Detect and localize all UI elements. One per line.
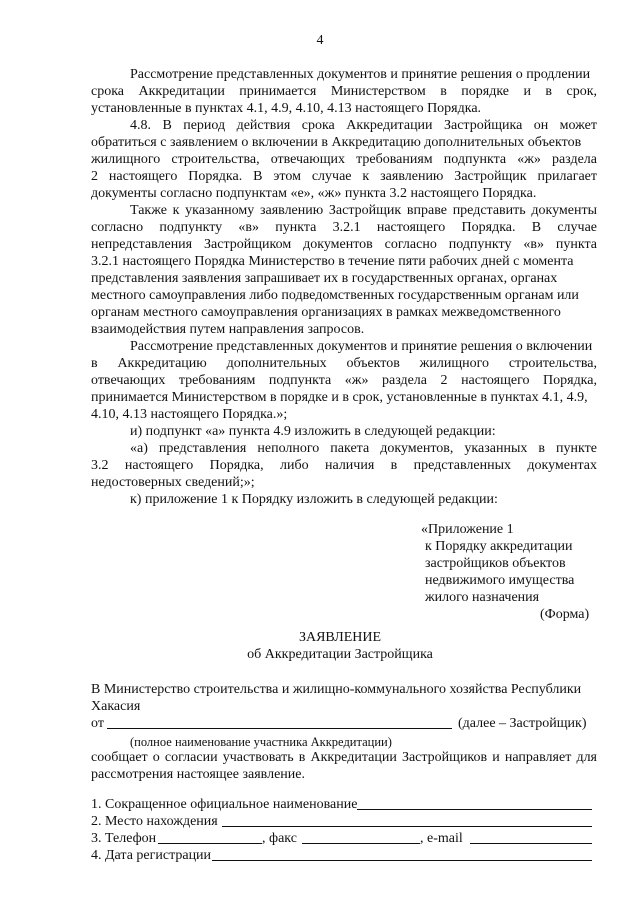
phone-field[interactable] xyxy=(158,831,262,844)
field-label-email: , e-mail xyxy=(420,831,463,846)
field-label-short-name: 1. Сокращенное официальное наименование xyxy=(91,797,358,812)
body-line: 4.8. В период действия срока Аккредитации Застройщика он может xyxy=(130,118,597,133)
organization-name-field[interactable] xyxy=(107,716,452,729)
email-field[interactable] xyxy=(470,831,592,844)
body-line: к) приложение 1 к Порядку изложить в следующей редакции: xyxy=(130,492,498,507)
body-line: 2 настоящего Порядка. В этом случае к заявлению Застройщик прилагает xyxy=(91,169,597,184)
registration-date-field[interactable] xyxy=(212,848,592,861)
body-line: отвечающих требованиям подпункта «ж» раздела 2 настоящего Порядка, xyxy=(91,373,597,388)
body-line: установленные в пунктах 4.1, 4.9, 4.10, 4.13 настоящего Порядка. xyxy=(91,101,482,116)
body-line: и) подпункт «а» пункта 4.9 изложить в следующей редакции: xyxy=(130,424,496,439)
field-label-registration-date: 4. Дата регистрации xyxy=(91,848,212,863)
body-line: в Аккредитацию дополнительных объектов жилищного строительства, xyxy=(91,356,597,371)
field-label-location: 2. Место нахождения xyxy=(91,814,218,829)
consent-line: рассмотрения настоящее заявление. xyxy=(91,767,305,782)
from-suffix: (далее – Застройщик) xyxy=(458,716,587,731)
from-hint: (полное наименование участника Аккредитации) xyxy=(130,735,392,749)
body-line: 3.2 настоящего Порядка, либо наличия в представленных документах xyxy=(91,458,597,473)
field-label-phone: 3. Телефон xyxy=(91,831,157,846)
body-line: недостоверных сведений;»; xyxy=(91,475,255,490)
body-line: Рассмотрение представленных документов и принятие решения о продлении xyxy=(130,67,591,82)
appendix-line: недвижимого имущества xyxy=(425,573,575,588)
statement-title: ЗАЯВЛЕНИЕ xyxy=(298,630,382,645)
appendix-line: застройщиков объектов xyxy=(425,556,566,571)
from-label: от xyxy=(91,716,104,731)
short-name-field[interactable] xyxy=(357,797,592,810)
body-line: 3.2.1 настоящего Порядка Министерство в течение пяти рабочих дней с момента xyxy=(91,254,574,269)
page-number: 4 xyxy=(316,33,324,48)
body-line: взаимодействия путем направления запросов. xyxy=(91,322,365,337)
body-line: принимается Министерством в порядке и в срок, установленные в пунктах 4.1, 4.9, xyxy=(91,390,588,405)
addressee-line: Хакасия xyxy=(91,699,141,714)
statement-subtitle: об Аккредитации Застройщика xyxy=(247,647,433,662)
appendix-line: жилого назначения xyxy=(425,590,540,605)
location-field[interactable] xyxy=(222,814,592,827)
fax-field[interactable] xyxy=(302,831,420,844)
body-line: органам местного самоуправления организациях в рамках межведомственного xyxy=(91,305,561,320)
body-line: согласно подпункту «в» пункта 3.2.1 настоящего Порядка. В случае xyxy=(91,220,597,235)
body-line: непредставления Застройщиком документов согласно подпункту «в» пункта xyxy=(91,237,597,252)
body-line: жилищного строительства, отвечающих требованиям подпункта «ж» раздела xyxy=(91,152,597,167)
body-line: документы согласно подпунктам «е», «ж» пункта 3.2 настоящего Порядка. xyxy=(91,186,537,201)
body-line: срока Аккредитации принимается Министерством в порядке и в срок, xyxy=(91,84,597,99)
body-line: 4.10, 4.13 настоящего Порядка.»; xyxy=(91,407,288,422)
body-line: Также к указанному заявлению Застройщик вправе представить документы xyxy=(130,203,597,218)
consent-line: сообщает о согласии участвовать в Аккредитации Застройщиков и направляет для xyxy=(91,750,597,765)
body-line: «а) представления неполного пакета документов, указанных в пункте xyxy=(130,441,597,456)
body-line: обратиться с заявлением о включении в Аккредитацию дополнительных объектов xyxy=(91,135,582,150)
field-label-fax: , факс xyxy=(262,831,297,846)
body-line: Рассмотрение представленных документов и принятие решения о включении xyxy=(130,339,593,354)
appendix-line: к Порядку аккредитации xyxy=(425,539,573,554)
form-label: (Форма) xyxy=(540,607,590,622)
addressee-line: В Министерство строительства и жилищно-коммунального хозяйства Республики xyxy=(91,682,582,697)
body-line: местного самоуправления либо подведомственных государственным органам или xyxy=(91,288,579,303)
body-line: представления заявления запрашивает их в государственных органах, органах xyxy=(91,271,558,286)
appendix-line: «Приложение 1 xyxy=(421,522,514,537)
